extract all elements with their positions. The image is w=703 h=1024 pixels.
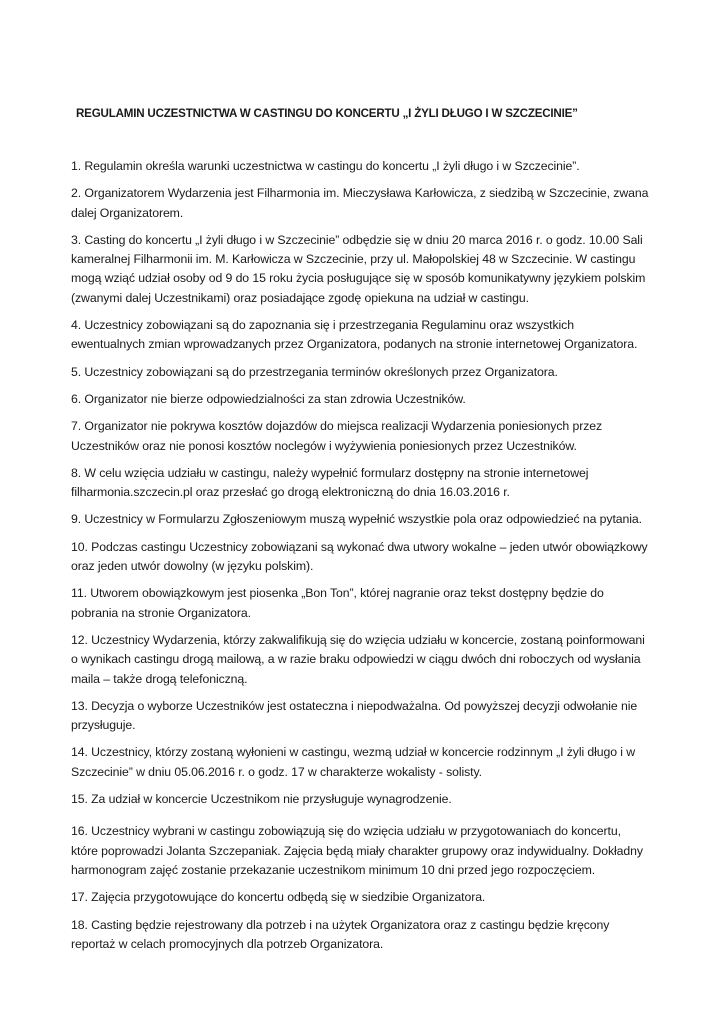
rule-18: 18. Casting będzie rejestrowany dla potrzeb i na użytek Organizatora oraz z castingu będzie kręcony reportaż w celach promocyjnych dla potrzeb Organizatora. [71,917,610,951]
rule-2: 2. Organizatorem Wydarzenia jest Filharmonia im. Mieczysława Karłowicza, z siedzibą w Szczecinie, zwana dalej Organizatorem. [71,186,649,220]
rule-12: 12. Uczestnicy Wydarzenia, którzy zakwalifikują się do wzięcia udziału w koncercie, zostaną poinformowani o wynikach castingu drogą mailową, a w razie braku odpowiedzi w ciągu dwóch dni roboczych od wysłania maila – także drogą telefoniczną. [71,632,645,686]
rule-8: 8. W celu wzięcia udziału w castingu, należy wypełnić formularz dostępny na stronie internetowej filharmonia.szczecin.pl oraz przesłać go drogą elektroniczną do dnia 16.03.2016 r. [71,465,589,500]
rule-1: 1. Regulamin określa warunki uczestnictwa w castingu do koncertu „I żyli długo i w Szczecinie”. [71,159,580,173]
rule-10: 10. Podczas castingu Uczestnicy zobowiązani są wykonać dwa utwory wokalne – jeden utwór obowiązkowy oraz jeden utwór dowolny (w języku polskim). [71,539,648,574]
rule-9: 9. Uczestnicy w Formularzu Zgłoszeniowym muszą wypełnić wszystkie pola oraz odpowiedzieć na pytania. [71,512,642,527]
rule-16: 16. Uczestnicy wybrani w castingu zobowiązują się do wzięcia udziału w przygotowaniach do koncertu, które poprowadzi Jolanta Szczepaniak. Zajęcia będą miały charakter grupowy oraz indywidualny. Dokładny harmonogram zajęć zostanie przekazanie uczestnikom minimum 10 dni przed jego rozpoczęciem. [71,824,643,877]
rule-11: 11. Utworem obowiązkowym jest piosenka „Bon Ton”, której nagranie oraz tekst dostępny będzie do pobrania na stronie Organizatora. [71,586,604,620]
rule-6: 6. Organizator nie bierze odpowiedzialności za stan zdrowia Uczestników. [71,391,466,406]
rule-17: 17. Zajęcia przygotowujące do koncertu odbędą się w siedzibie Organizatora. [71,890,486,905]
rule-13: 13. Decyzja o wyborze Uczestników jest ostateczna i niepodważalna. Od powyższej decyzji odwołanie nie przysługuje. [71,698,638,733]
rule-15: 15. Za udział w koncercie Uczestnikom nie przysługuje wynagrodzenie. [71,792,452,807]
rules-list [71,157,651,962]
rule-14: 14. Uczestnicy, którzy zostaną wyłonieni w castingu, wezmą udział w koncercie rodzinnym „I żyli długo i w Szczecinie” w dniu 05.06.2016 r. o godz. 17 w charakterze wokalisty - solisty. [71,745,636,779]
document-title: REGULAMIN UCZESTNICTWA W CASTINGU DO KONCERTU „I ŻYLI DŁUGO I W SZCZECINIE” [76,107,578,120]
rule-3: 3. Casting do koncertu „I żyli długo i w Szczecinie” odbędzie się w dniu 20 marca 2016 r. o godz. 10.00 Sali kameralnej Filharmonii im. M. Karłowicza w Szczecinie, przy ul. Małopolskiej 48 w Szczecinie. W castingu mogą wziąć udział osoby od 9 do 15 roku życia posługujące się w sposób komunikatywny językiem polskim (zwanymi dalej Uczestnikami) oraz posiadające zgodę opiekuna na udział w castingu. [71,232,646,305]
rule-4: 4. Uczestnicy zobowiązani są do zapoznania się i przestrzegania Regulaminu oraz wszystkich ewentualnych zmian wprowadzanych przez Organizatora, podanych na stronie internetowej Organizatora. [71,318,638,352]
rule-5: 5. Uczestnicy zobowiązani są do przestrzegania terminów określonych przez Organizatora. [71,364,558,379]
rule-7: 7. Organizator nie pokrywa kosztów dojazdów do miejsca realizacji Wydarzenia poniesionych przez Uczestników oraz nie ponosi kosztów noclegów i wyżywienia poniesionych przez Uczestników. [71,419,603,453]
